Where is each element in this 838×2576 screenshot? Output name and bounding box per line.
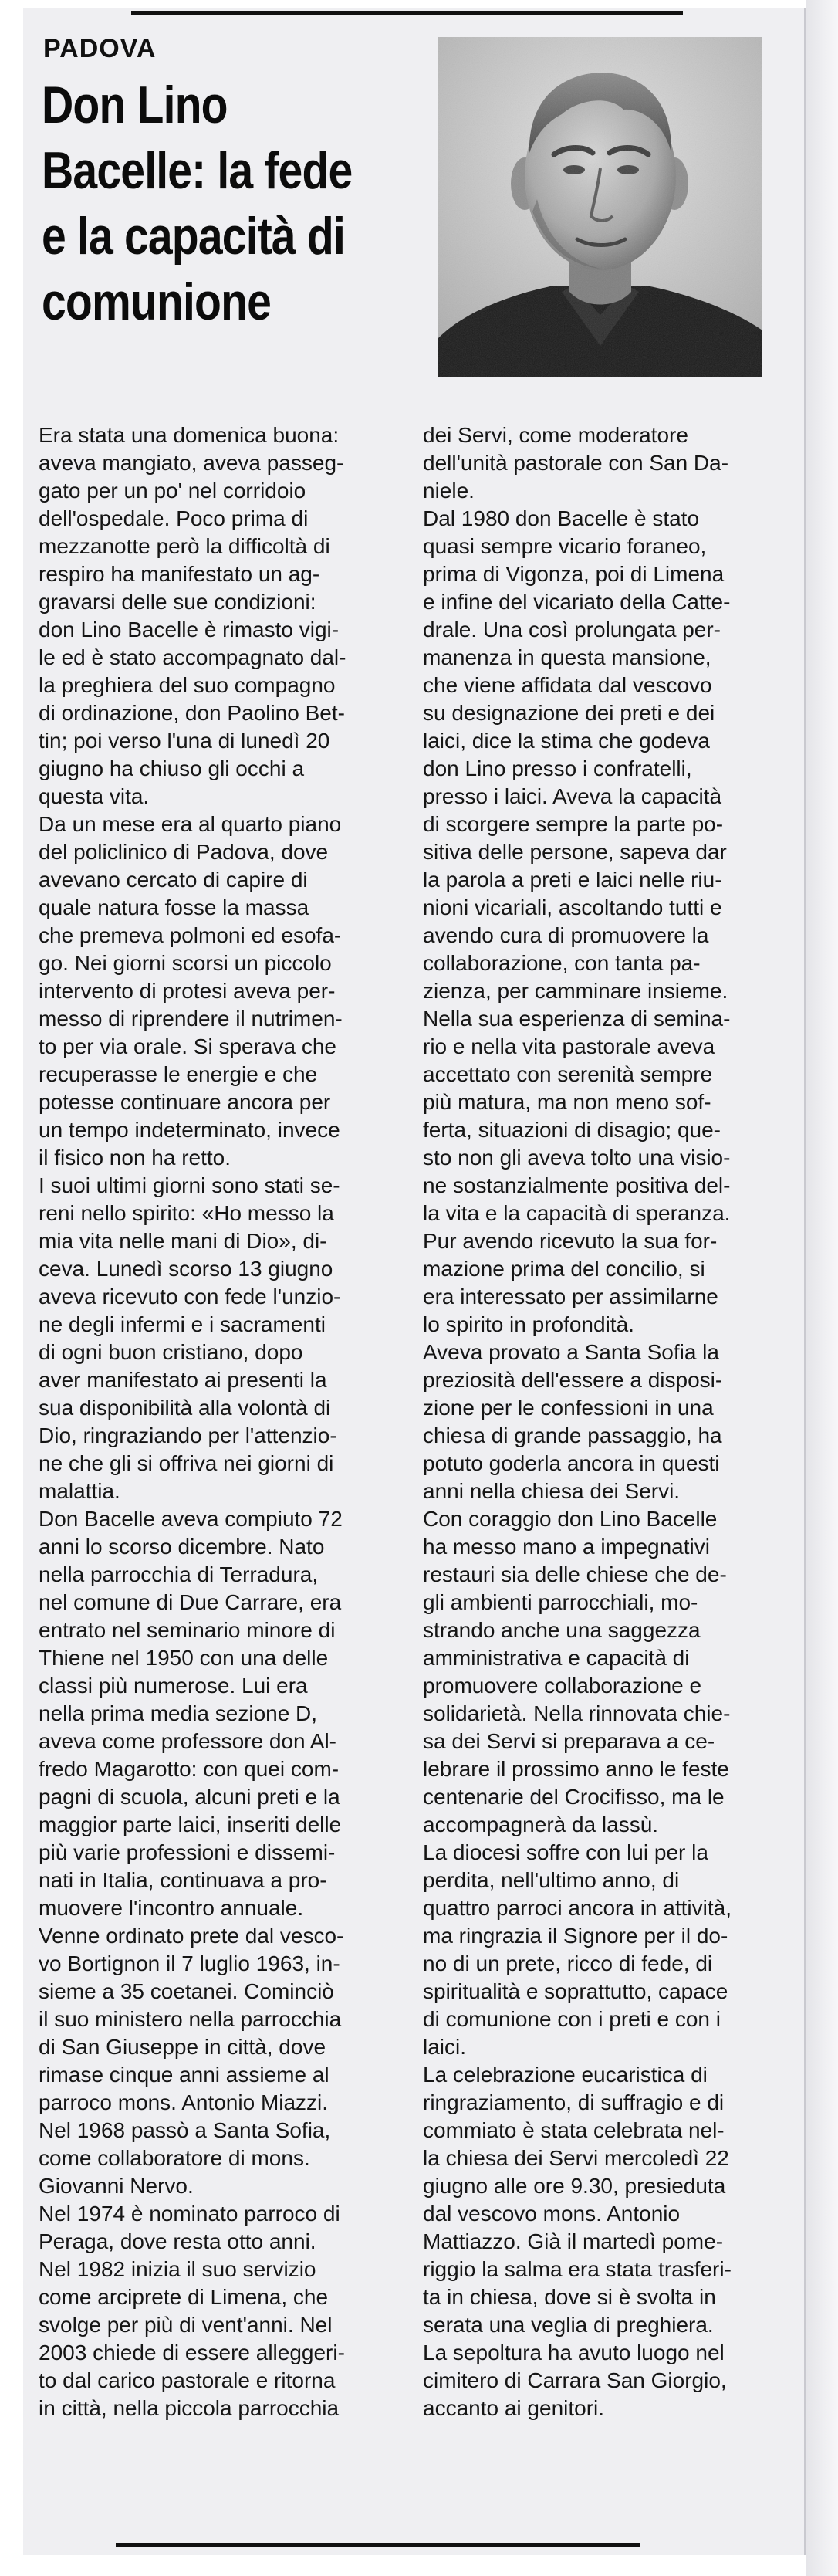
article-line: di ogni buon cristiano, dopo [39,1340,303,1364]
article-line: gato per un po' nel corridoio [39,479,306,503]
article-line: muovere l'incontro annuale. [39,1896,304,1920]
article-line: cimitero di Carrara San Giorgio, [423,2368,727,2392]
article-line: aveva ricevuto con fede l'unzio- [39,1285,341,1308]
article-line: che viene affidata dal vescovo [423,673,712,697]
article-line: era interessato per assimilarne [423,1285,718,1308]
article-line: nioni vicariali, ascoltando tutti e [423,895,722,919]
article-body-left [39,421,407,2422]
article-line: Aveva provato a Santa Sofia la [423,1340,719,1364]
article-line: pagni di scuola, alcuni preti e la [39,1785,340,1809]
article-line: più matura, ma non meno sof- [423,1090,711,1114]
article-line: di comunione con i preti e con i [423,2007,721,2031]
article-line: to per via orale. Si sperava che [39,1034,336,1058]
article-line: riggio la salma era stata trasferi- [423,2257,732,2281]
article-line: accompagnerà da lassù. [423,1813,659,1836]
article-line: e infine del vicariato della Catte- [423,590,731,614]
article-line: strando anche una saggezza [423,1618,701,1642]
article-line: La diocesi soffre con lui per la [423,1840,708,1864]
article-line: nel comune di Due Carrare, era [39,1590,342,1614]
article-line: commiato è stata celebrata nel- [423,2118,725,2142]
article-line: lebrare il prossimo anno le feste [423,1757,729,1781]
article-line: perdita, nell'ultimo anno, di [423,1868,680,1892]
article-line: drale. Una così prolungata per- [423,618,721,641]
article-line: nati in Italia, continuava a pro- [39,1868,327,1892]
article-column-right [423,421,792,2422]
article-line: questa vita. [39,784,150,808]
article-line: to dal carico pastorale e ritorna [39,2368,336,2392]
article-line: serata una veglia di preghiera. [423,2313,714,2337]
article-line: spiritualità e soprattutto, capace [423,1979,728,2003]
article-line: gli ambienti parrocchiali, mo- [423,1590,698,1614]
article-line: sa dei Servi si preparava a ce- [423,1729,715,1753]
article-line: ferta, situazioni di disagio; que- [423,1118,721,1142]
article-line: nella prima media sezione D, [39,1701,318,1725]
article-line: Con coraggio don Lino Bacelle [423,1507,718,1531]
article-line: che premeva polmoni ed esofa- [39,923,342,947]
article-line: parroco mons. Antonio Miazzi. [39,2090,329,2114]
article-line: di scorgere sempre la parte po- [423,812,724,836]
article-line: chiesa di grande passaggio, ha [423,1423,722,1447]
article-line: amministrativa e capacità di [423,1646,690,1670]
article-line: classi più numerose. Lui era [39,1674,308,1698]
article-line: quattro parroci ancora in attività, [423,1896,732,1920]
article-line: promuovere collaborazione e [423,1674,702,1698]
article-line: preziosità dell'essere a disposi- [423,1368,723,1392]
article-line: come arciprete di Limena, che [39,2285,329,2309]
article-line: prima di Vigonza, poi di Limena [423,562,725,586]
article-line: mazione prima del concilio, si [423,1257,705,1281]
article-line: un tempo indeterminato, invece [39,1118,340,1142]
article-line: Nel 1968 passò a Santa Sofia, [39,2118,331,2142]
article-line: collaborazione, con tanta pa- [423,951,701,975]
article-line: intervento di protesi aveva per- [39,979,336,1003]
article-line: recuperasse le energie e che [39,1062,318,1086]
article-line: giugno alle ore 9.30, presieduta [423,2174,726,2198]
article-line: fredo Magarotto: con quei com- [39,1757,340,1781]
article-line: La sepoltura ha avuto luogo nel [423,2341,725,2364]
article-line: niele. [423,479,475,503]
article-line: vo Bortignon il 7 luglio 1963, in- [39,1951,340,1975]
article-line: no di un prete, ricco di fede, di [423,1951,713,1975]
article-line: ne che gli si offriva nei giorni di [39,1451,334,1475]
article-line: potesse continuare ancora per [39,1090,331,1114]
article-line: sua disponibilità alla volontà di [39,1396,331,1420]
article-line: ta in chiesa, dove si è svolta in [423,2285,716,2309]
article-line: I suoi ultimi giorni sono stati se- [39,1173,340,1197]
article-line: accettato con serenità sempre [423,1062,713,1086]
article-line: in città, nella piccola parrocchia [39,2396,340,2420]
article-line: presso i laici. Aveva la capacità [423,784,722,808]
article-line: Peraga, dove resta otto anni. [39,2229,316,2253]
article-line: come collaboratore di mons. [39,2146,310,2170]
article-line: gravarsi delle sue condizioni: [39,590,316,614]
article-line: rimase cinque anni assieme al [39,2063,329,2087]
article-line: restauri sia delle chiese che de- [423,1562,727,1586]
article-line: sitiva delle persone, sapeva dar [423,840,727,864]
article-line: sieme a 35 coetanei. Cominciò [39,1979,334,2003]
top-rule [131,11,683,15]
headline-line: Bacelle: la fede [42,141,353,200]
article-line: Dio, ringraziando per l'attenzio- [39,1423,337,1447]
article-line: potuto goderla ancora in questi [423,1451,720,1475]
article-line: Giovanni Nervo. [39,2174,194,2198]
article-line: la chiesa dei Servi mercoledì 22 [423,2146,729,2170]
article-line: aver manifestato ai presenti la [39,1368,327,1392]
article-line: mezzanotte però la difficoltà di [39,534,330,558]
article-line: Era stata una domenica buona: [39,423,340,447]
article-line: zienza, per camminare insieme. [423,979,728,1003]
article-line: avendo cura di promuovere la [423,923,709,947]
article-line: la parola a preti e laici nelle riu- [423,868,722,892]
page-edge [806,0,838,2576]
article-line: reni nello spirito: «Ho messo la [39,1201,334,1225]
article-line: il fisico non ha retto. [39,1146,231,1170]
article-line: di ordinazione, don Paolino Bet- [39,701,345,725]
article-line: zione per le confessioni in una [423,1396,714,1420]
article-line: aveva mangiato, aveva passeg- [39,451,344,475]
article-line: ma ringrazia il Signore per il do- [423,1924,728,1948]
article-line: su designazione dei preti e dei [423,701,715,725]
article-line: centenarie del Crocifisso, ma le [423,1785,725,1809]
article-line: La celebrazione eucaristica di [423,2063,708,2087]
bottom-rule [116,2543,640,2547]
headline-line: Don Lino [42,76,228,134]
article-line: nella parrocchia di Terradura, [39,1562,319,1586]
article-line: Da un mese era al quarto piano [39,812,342,836]
article-line: Mattiazzo. Già il martedì pome- [423,2229,724,2253]
article-line: aveva come professore don Al- [39,1729,336,1753]
article-line: anni lo scorso dicembre. Nato [39,1535,325,1559]
article-line: 2003 chiede di essere alleggeri- [39,2341,345,2364]
article-line: respiro ha manifestato un ag- [39,562,320,586]
article-line: Don Bacelle aveva compiuto 72 [39,1507,343,1531]
article-line: tin; poi verso l'una di lunedì 20 [39,729,330,753]
article-body-right [423,421,792,2422]
article-line: dell'ospedale. Poco prima di [39,506,309,530]
article-line: più varie professioni e dissemi- [39,1840,336,1864]
article-line: Dal 1980 don Bacelle è stato [423,506,700,530]
article-line: giugno ha chiuso gli occhi a [39,757,305,780]
article-line: anni nella chiesa dei Servi. [423,1479,681,1503]
section-city: PADOVA [43,34,157,63]
article-line: quasi sempre vicario foraneo, [423,534,707,558]
article-line: dal vescovo mons. Antonio [423,2202,681,2226]
article-line: go. Nei giorni scorsi un piccolo [39,951,332,975]
article-line: ringraziamento, di suffragio e di [423,2090,725,2114]
article-line: dei Servi, come moderatore [423,423,688,447]
article-line: manenza in questa mansione, [423,645,711,669]
article-line: mia vita nelle mani di Dio», di- [39,1229,327,1253]
article-line: maggior parte laici, inseriti delle [39,1813,342,1836]
article-line: Venne ordinato prete dal vesco- [39,1924,344,1948]
article-line: la vita e la capacità di speranza. [423,1201,731,1225]
headline [42,73,379,335]
article-line: don Lino presso i confratelli, [423,757,692,780]
article-line: Nel 1974 è nominato parroco di [39,2202,340,2226]
article-line: ha messo mano a impegnativi [423,1535,710,1559]
portrait-photo [438,37,762,377]
article-line: le ed è stato accompagnato dal- [39,645,346,669]
article-line: il suo ministero nella parrocchia [39,2007,342,2031]
article-column-left [39,421,407,2422]
portrait-image [438,37,762,377]
article-line: laici. [423,2035,467,2059]
article-line: lo spirito in profondità. [423,1312,634,1336]
article-line: di San Giuseppe in città, dove [39,2035,326,2059]
article-line: Thiene nel 1950 con una delle [39,1646,329,1670]
article-line: la preghiera del suo compagno [39,673,336,697]
article-line: ne sostanzialmente positiva del- [423,1173,731,1197]
article-line: Pur avendo ricevuto la sua for- [423,1229,718,1253]
headline-line: e la capacità [42,207,296,266]
article-line: dell'unità pastorale con San Da- [423,451,729,475]
article-line: ne degli infermi e i sacramenti [39,1312,326,1336]
article-line: accanto ai genitori. [423,2396,605,2420]
article-line: laici, dice la stima che godeva [423,729,710,753]
article-line: del policlinico di Padova, dove [39,840,329,864]
article-line: don Lino Bacelle è rimasto vigi- [39,618,340,641]
article-line: svolge per più di vent'anni. Nel [39,2313,333,2337]
article-line: ceva. Lunedì scorso 13 giugno [39,1257,333,1281]
article-line: rio e nella vita pastorale aveva [423,1034,715,1058]
article-line: solidarietà. Nella rinnovata chie- [423,1701,731,1725]
article-line: Nel 1982 inizia il suo servizio [39,2257,316,2281]
article-line: sto non gli aveva tolto una visio- [423,1146,731,1170]
article-line: avevano cercato di capire di [39,868,308,892]
article-line: malattia. [39,1479,120,1503]
article-line: Nella sua esperienza di semina- [423,1007,731,1031]
headline-line: di comunione [42,207,345,331]
article-line: messo di riprendere il nutrimen- [39,1007,343,1031]
article-line: quale natura fosse la massa [39,895,309,919]
article-line: entrato nel seminario minore di [39,1618,336,1642]
